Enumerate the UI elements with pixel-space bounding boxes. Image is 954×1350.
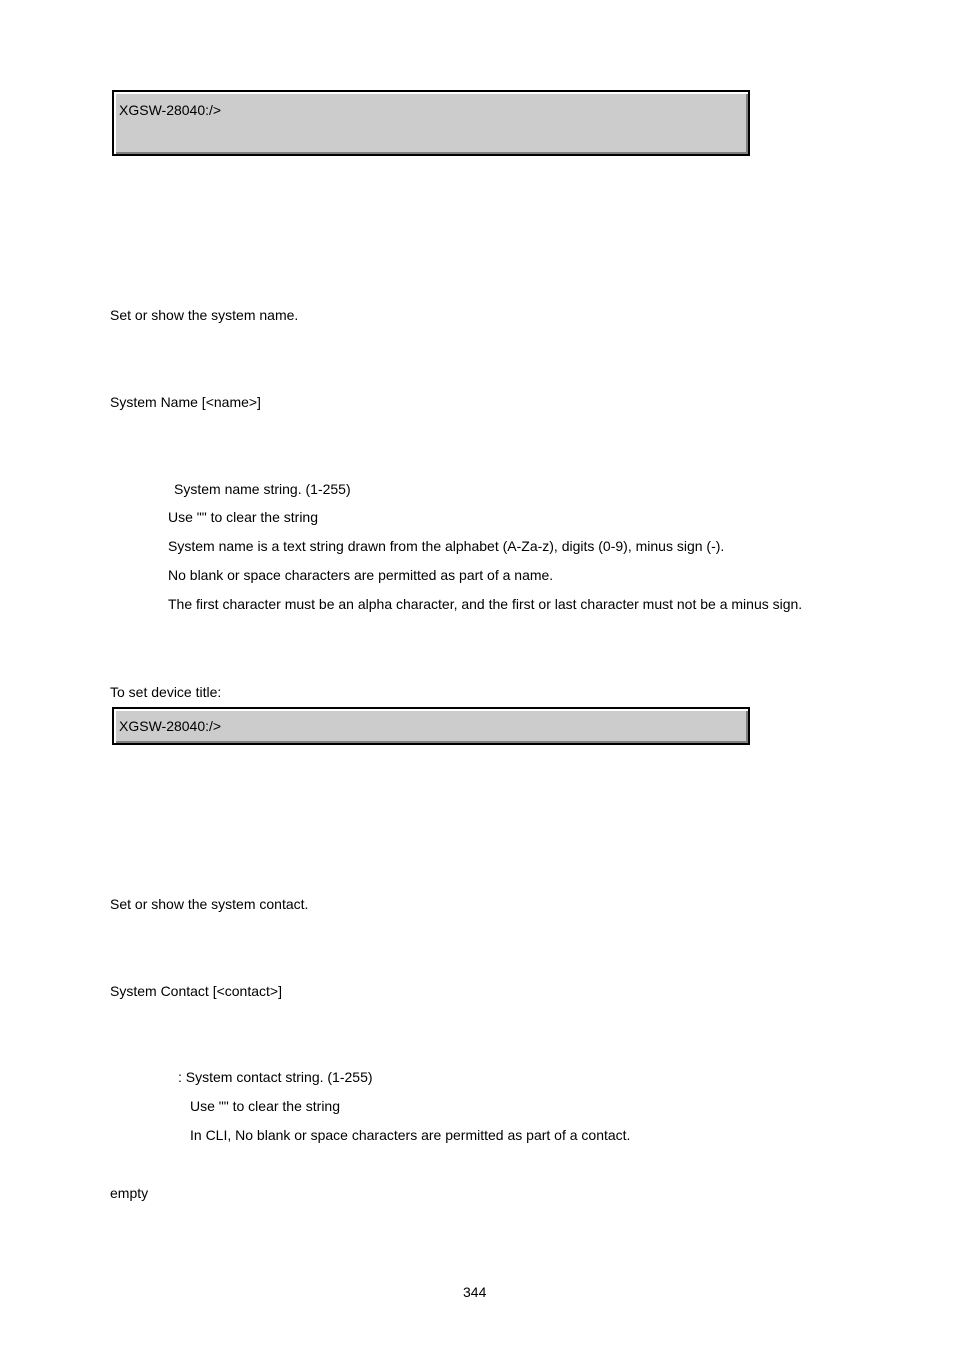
system-name-param-line: Use "" to clear the string [168,509,319,525]
system-name-param-line: System name string. (1-255) [174,481,351,497]
system-contact-param-line: In CLI, No blank or space characters are permitted as part of a contact. [190,1127,631,1143]
default-value: empty [110,1185,149,1201]
system-contact-description: Set or show the system contact. [110,896,309,912]
cli-prompt: XGSW-28040:/> [119,102,222,118]
example-label: To set device title: [110,684,222,700]
system-name-description: Set or show the system name. [110,307,299,323]
system-contact-syntax: System Contact [<contact>] [110,983,282,999]
system-name-param-line: No blank or space characters are permitted as part of a name. [168,567,554,583]
cli-example-box-2 [112,707,750,745]
system-name-syntax: System Name [<name>] [110,394,261,410]
system-name-param-line: The first character must be an alpha character, and the first or last character must not be a minus sign. [168,596,803,612]
system-contact-param-line: Use "" to clear the string [190,1098,341,1114]
cli-example-box-1 [112,90,750,156]
cli-prompt: XGSW-28040:/> [119,718,222,734]
page-number: 344 [463,1284,487,1300]
system-contact-param-line: : System contact string. (1-255) [178,1069,373,1085]
system-name-param-line: System name is a text string drawn from the alphabet (A-Za-z), digits (0-9), minus sign (-). [168,538,725,554]
